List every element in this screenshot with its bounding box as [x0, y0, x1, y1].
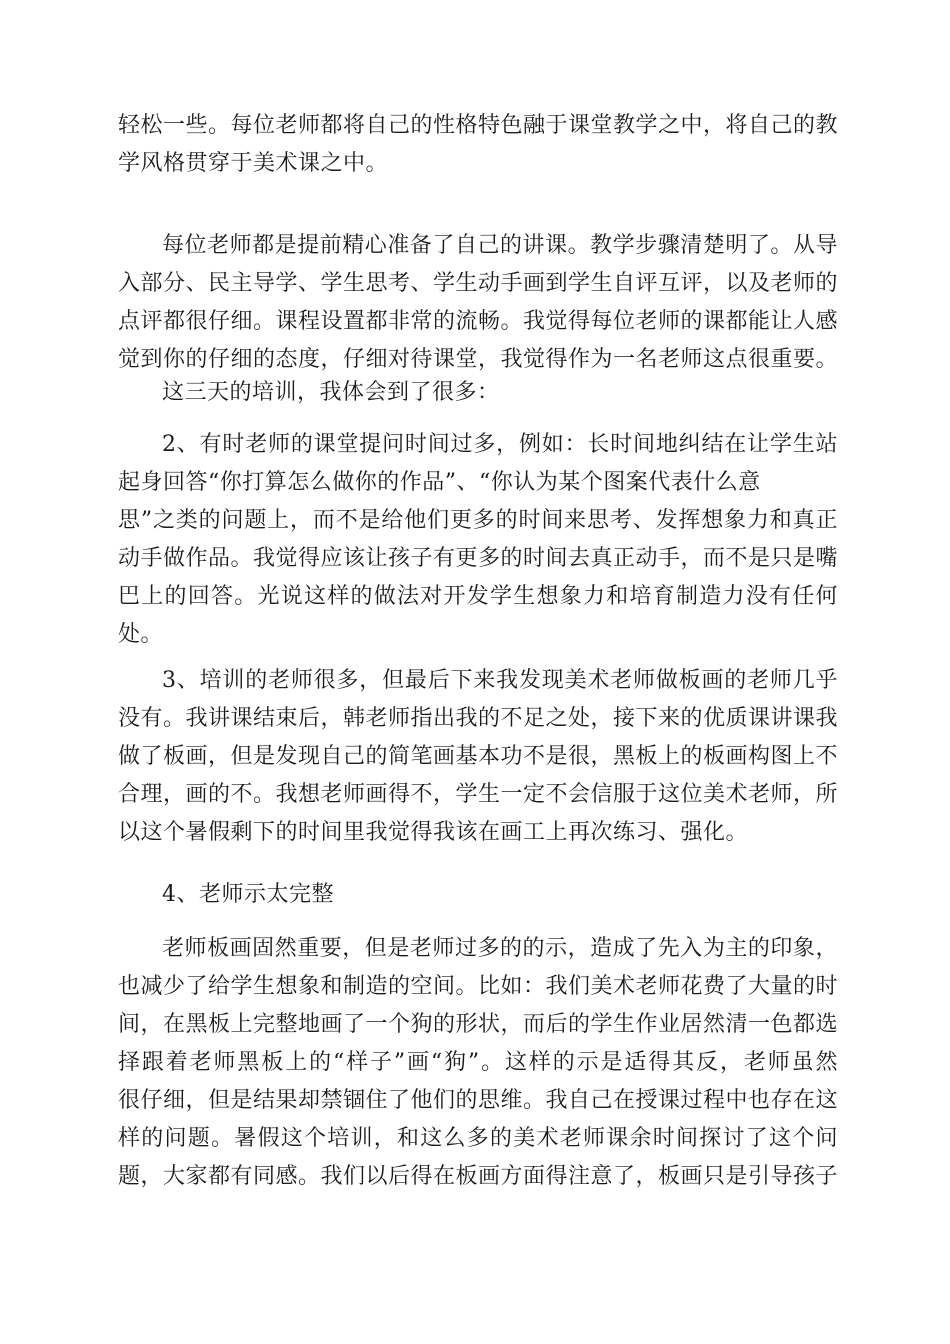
document-page: [118, 0, 838, 1344]
text-line: 题，大家都有同感。我们以后得在板画方面得注意了，板画只是引导孩子: [118, 1164, 838, 1189]
text-line: 起身回答“你打算怎么做你的作品”、“你认为某个图案代表什么意: [118, 470, 761, 495]
text-line: 没有。我讲课结束后，韩老师指出我的不足之处，接下来的优质课讲课我: [118, 706, 838, 731]
text-line: 2、有时老师的课堂提问时间过多，例如：长时间地纠结在让学生站: [162, 432, 838, 457]
paragraph-lesson-preparation: [118, 227, 838, 379]
text-line: 间，在黑板上完整地画了一个狗的形状，而后的学生作业居然清一色都选: [118, 1012, 838, 1037]
text-line: 老师板画固然重要，但是老师过多的的示，造成了先入为主的印象，: [162, 936, 838, 961]
text-line: 觉到你的仔细的态度，仔细对待课堂，我觉得作为一名老师这点很重要。: [118, 347, 838, 372]
text-line: 做了板画，但是发现自己的简笔画基本功不是很，黑板上的板画构图上不: [118, 744, 838, 769]
text-line: 合理，画的不。我想老师画得不，学生一定不会信服于这位美术老师，所: [118, 782, 838, 807]
text-line: 入部分、民主导学、学生思考、学生动手画到学生自评互评，以及老师的: [118, 271, 838, 296]
text-line: 这三天的培训，我体会到了很多：: [162, 380, 500, 405]
text-line: 也减少了给学生想象和制造的空间。比如：我们美术老师花费了大量的时: [118, 974, 838, 999]
paragraph-point-2: [118, 426, 838, 654]
text-line: 3、培训的老师很多，但最后下来我发现美术老师做板画的老师几乎: [162, 668, 838, 693]
text-line: 动手做作品。我觉得应该让孩子有更多的时间去真正动手，而不是只是嘴: [118, 546, 838, 571]
paragraph-point-3: [118, 662, 838, 852]
text-line: 择跟着老师黑板上的“样子”画“狗”。这样的示是适得其反，老师虽然: [118, 1050, 838, 1075]
text-line: 很仔细，但是结果却禁锢住了他们的思维。我自己在授课过程中也存在这: [118, 1088, 838, 1113]
text-line: 处。: [118, 622, 164, 647]
text-line: 思”之类的问题上，而不是给他们更多的时间来思考、发挥想象力和真正: [118, 508, 838, 533]
paragraph-point-4-heading: [118, 876, 838, 914]
text-line: 巴上的回答。光说这样的做法对开发学生想象力和培育制造力没有任何: [118, 584, 838, 609]
text-line: 点评都很仔细。课程设置都非常的流畅。我觉得每位老师的课都能让人感: [118, 309, 838, 334]
text-line: 以这个暑假剩下的时间里我觉得我该在画工上再次练习、强化。: [118, 820, 749, 845]
text-line: 4、老师示太完整: [162, 882, 334, 907]
text-line: 轻松一些。每位老师都将自己的性格特色融于课堂教学之中，将自己的教: [118, 113, 838, 138]
paragraph-demonstration: [118, 930, 838, 1196]
paragraph-training-summary: [118, 374, 838, 412]
text-line: 每位老师都是提前精心准备了自己的讲课。教学步骤清楚明了。从导: [162, 233, 838, 258]
text-line: 学风格贯穿于美术课之中。: [118, 151, 389, 176]
text-line: 样的问题。暑假这个培训，和这么多的美术老师课余时间探讨了这个问: [118, 1126, 838, 1151]
paragraph-continuation: [118, 107, 838, 183]
